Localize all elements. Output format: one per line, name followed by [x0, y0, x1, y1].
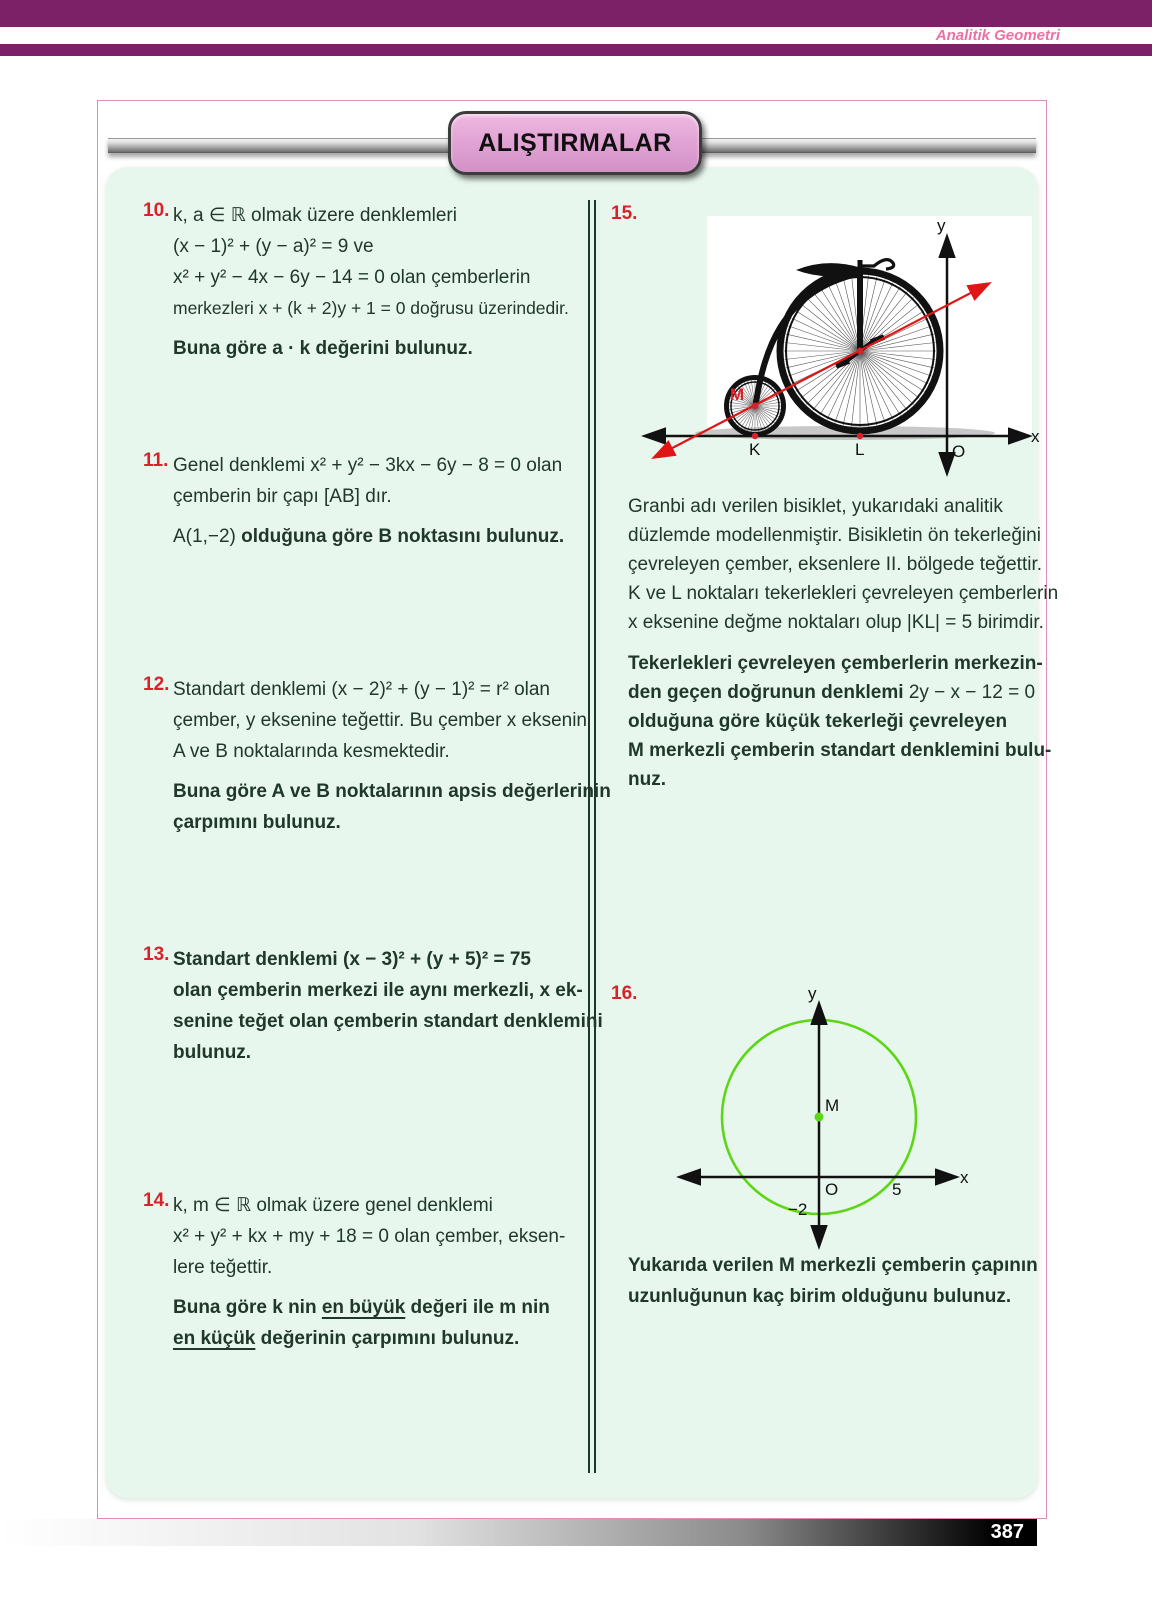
- problem-14-number: 14.: [143, 1190, 170, 1211]
- problem-10-line: merkezleri x + (k + 2)y + 1 = 0 doğrusu üzerindedir.: [173, 298, 569, 318]
- problem-12: [143, 674, 611, 838]
- figure-circle-diagram: [655, 955, 975, 1255]
- problem-15-line: x eksenine değme noktaları olup |KL| = 5 birimdir.: [628, 612, 1044, 633]
- chapter-title: Analitik Geometri: [935, 27, 1060, 44]
- problem-14: [143, 1190, 588, 1354]
- column-divider: [588, 200, 596, 1473]
- point-L-dot: [857, 433, 863, 439]
- problem-12-line: çember, y eksenine teğettir. Bu çember x eksenini: [173, 710, 592, 731]
- page-number: 387: [990, 1521, 1024, 1543]
- problem-16-text: [628, 1250, 1078, 1312]
- problem-12-number: 12.: [143, 674, 170, 695]
- header-bar-top: [0, 0, 1152, 27]
- y-tick-neg2: −2: [788, 1200, 808, 1219]
- header-bar-bottom: [0, 44, 1152, 56]
- problem-13-line: olan çemberin merkezi ile aynı merkezli, x ek-: [173, 980, 583, 1001]
- small-wheel-center-dot: [752, 403, 759, 410]
- problem-13-line: Standart denklemi (x − 3)² + (y + 5)² = 75: [173, 949, 531, 970]
- problem-10-number: 10.: [143, 200, 170, 221]
- problem-13-line: bulunuz.: [173, 1042, 252, 1063]
- problem-14-line: lere teğettir.: [173, 1257, 273, 1278]
- exercises-banner: [448, 111, 702, 175]
- problem-12-prompt: Buna göre A ve B noktalarının apsis değerlerinin: [173, 781, 611, 802]
- x-axis-label: x: [1031, 427, 1040, 446]
- problem-12-line: A ve B noktalarında kesmektedir.: [173, 741, 450, 762]
- problem-15-prompt: Tekerlekleri çevreleyen çemberlerin merkezin-: [628, 653, 1043, 674]
- y-axis-label: y: [937, 216, 946, 235]
- point-L-label: L: [855, 440, 865, 459]
- problem-11-line: çemberin bir çapı [AB] dır.: [173, 486, 392, 507]
- y-axis-label: y: [808, 984, 817, 1003]
- problem-14-underlined: en küçük: [173, 1328, 256, 1349]
- x-axis-label: x: [960, 1168, 969, 1187]
- problem-13-number: 13.: [143, 944, 170, 965]
- header-strip: [0, 27, 1152, 44]
- problem-14-underlined: en büyük: [321, 1297, 406, 1318]
- big-wheel-center-dot: [857, 348, 864, 355]
- problem-10-prompt: Buna göre a · k değerini bulunuz.: [173, 338, 473, 359]
- problem-15-line: çevreleyen çember, eksenlere II. bölgede teğettir.: [628, 554, 1043, 575]
- problem-12-line: Standart denklemi (x − 2)² + (y − 1)² = r² olan: [173, 679, 550, 700]
- problem-15-text: [628, 492, 1078, 794]
- problem-11-prompt-text: olduğuna göre B noktasını bulunuz.: [235, 526, 565, 547]
- problem-15-line: K ve L noktaları tekerlekleri çevreleyen çemberlerin: [628, 583, 1059, 604]
- page-number-bar: [0, 1519, 1037, 1546]
- problem-14-prompt-part: Buna göre k nin: [173, 1297, 322, 1318]
- problem-16-number: 16.: [611, 983, 638, 1004]
- problem-15-line: Granbi adı verilen bisiklet, yukarıdaki analitik: [628, 496, 1003, 517]
- problem-12-prompt: çarpımını bulunuz.: [173, 812, 341, 833]
- point-K-label: K: [749, 440, 761, 459]
- center-M-dot: [815, 1113, 824, 1122]
- problem-15-prompt: [628, 678, 1078, 707]
- problem-14-line: x² + y² + kx + my + 18 = 0 olan çember, eksen-: [173, 1226, 566, 1247]
- problem-16-prompt: Yukarıda verilen M merkezli çemberin çapının: [628, 1255, 1038, 1276]
- problem-15-prompt-part: den geçen doğrunun denklemi: [628, 682, 909, 703]
- center-M-label: M: [825, 1096, 840, 1115]
- problem-10-line: k, a ∈ ℝ olmak üzere denklemleri: [173, 205, 457, 226]
- problem-13-line: senine teğet olan çemberin standart denklemini: [173, 1011, 603, 1032]
- exercises-banner-label: ALIŞTIRMALAR: [478, 128, 672, 157]
- line-equation: 2y − x − 12 = 0: [908, 682, 1036, 703]
- problem-14-prompt-part: değeri ile m nin: [405, 1297, 550, 1318]
- point-M-label: M: [730, 385, 745, 404]
- origin-label: O: [825, 1180, 839, 1199]
- problem-11-prompt: [173, 521, 588, 552]
- problem-11-line: Genel denklemi x² + y² − 3kx − 6y − 8 = 0 olan: [173, 455, 563, 476]
- problem-16-prompt: uzunluğunun kaç birim olduğunu bulunuz.: [628, 1286, 1012, 1307]
- problem-15-prompt: olduğuna göre küçük tekerleği çevreleyen: [628, 711, 1008, 732]
- point-K-dot: [752, 433, 758, 439]
- problem-14-prompt-part: değerinin çarpımını bulunuz.: [255, 1328, 520, 1349]
- figure-bicycle-diagram: [630, 214, 1040, 480]
- point-a-value: A(1,−2): [173, 526, 236, 547]
- x-tick-5: 5: [892, 1180, 902, 1199]
- problem-15-number: 15.: [611, 203, 638, 224]
- problem-14-prompt: [173, 1323, 588, 1354]
- problem-11: [143, 450, 588, 552]
- problem-15-line: düzlemde modellenmiştir. Bisikletin ön tekerleğini: [628, 525, 1041, 546]
- problem-10-line: x² + y² − 4x − 6y − 14 = 0 olan çemberlerin: [173, 267, 531, 288]
- problem-11-number: 11.: [143, 450, 169, 471]
- problem-13: [143, 944, 603, 1068]
- problem-15-prompt: nuz.: [628, 769, 666, 790]
- problem-10-line: (x − 1)² + (y − a)² = 9 ve: [173, 236, 374, 257]
- problem-14-prompt: [173, 1292, 588, 1323]
- origin-label: O: [952, 442, 966, 461]
- problem-15-prompt: M merkezli çemberin standart denklemini bulu-: [628, 740, 1052, 761]
- problem-14-line: k, m ∈ ℝ olmak üzere genel denklemi: [173, 1195, 493, 1216]
- problem-10: [143, 200, 588, 364]
